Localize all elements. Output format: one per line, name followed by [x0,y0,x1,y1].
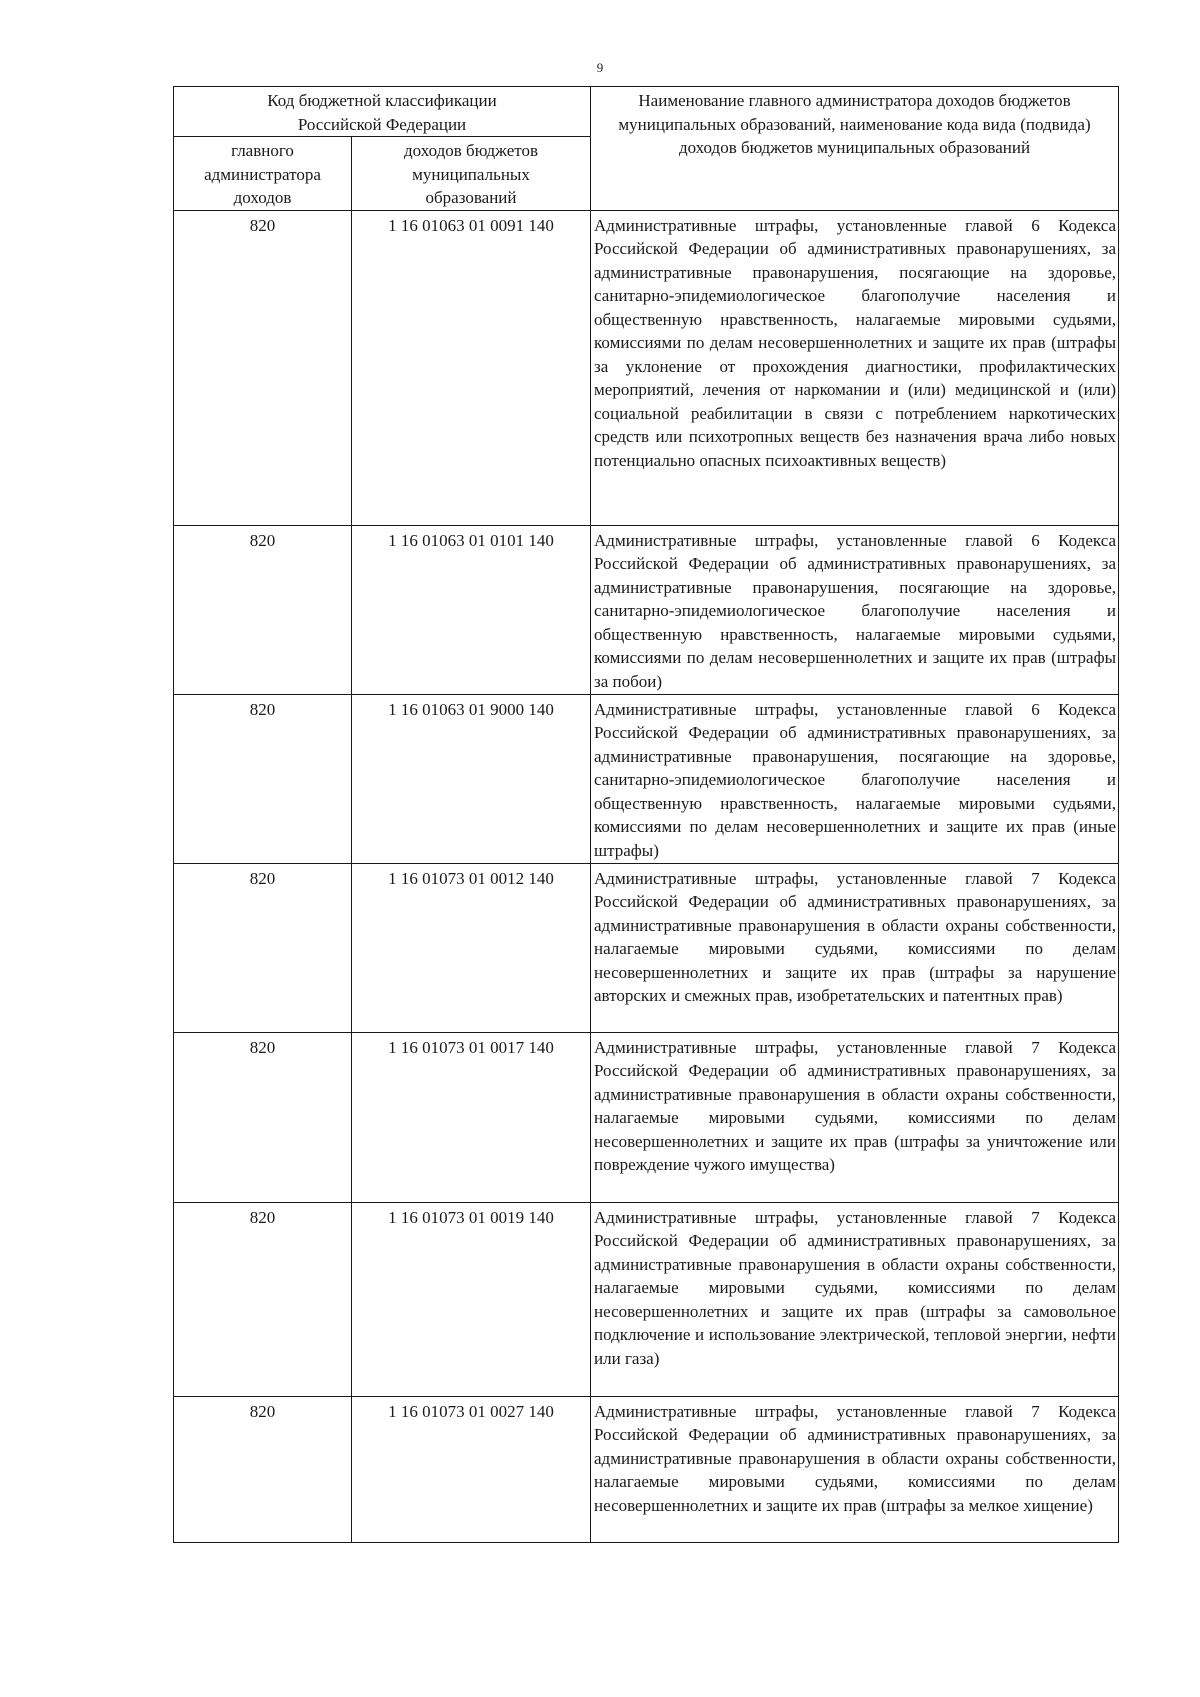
admin-code-cell: 820 [174,525,352,694]
admin-code-cell: 820 [174,694,352,863]
header-name-column: Наименование главного администратора доходов бюджетов муниципальных образований, наименование кода вида (подвида) доходов бюджетов муниципальных образований [591,87,1119,211]
income-name-cell: Административные штрафы, установленные главой 6 Кодекса Российской Федерации об административных правонарушениях, за административные правонарушения, посягающие на здоровье, санитарно-эпидемиологическое благополучие населения и общественную нравственность, налагаемые мировыми судьями, комиссиями по делам несовершеннолетних и защите их прав (штрафы за уклонение от прохождения диагностики, профилактических мероприятий, лечения от наркомании и (или) медицинской и (или) социальной реабилитации в связи с потреблением наркотических средств или психотропных веществ без назначения врача либо новых потенциально опасных психоактивных веществ) [591,210,1119,525]
header-code-column: доходов бюджетов муниципальных образований [352,137,591,211]
income-name-cell: Административные штрафы, установленные главой 7 Кодекса Российской Федерации об административных правонарушениях, за административные правонарушения в области охраны собственности, налагаемые мировыми судьями, комиссиями по делам несовершеннолетних и защите их прав (штрафы за нарушение авторских и смежных прав, изобретательских и патентных прав) [591,863,1119,1032]
income-code-cell: 1 16 01073 01 0017 140 [352,1032,591,1202]
income-name-cell: Административные штрафы, установленные главой 7 Кодекса Российской Федерации об административных правонарушениях, за административные правонарушения в области охраны собственности, налагаемые мировыми судьями, комиссиями по делам несовершеннолетних и защите их прав (штрафы за самовольное подключение и использование электрической, тепловой энергии, нефти или газа) [591,1202,1119,1396]
income-name-cell: Административные штрафы, установленные главой 7 Кодекса Российской Федерации об административных правонарушениях, за административные правонарушения в области охраны собственности, налагаемые мировыми судьями, комиссиями по делам несовершеннолетних и защите их прав (штрафы за мелкое хищение) [591,1396,1119,1542]
table-row [174,525,1119,694]
header-admin-column: главного администратора доходов [174,137,352,211]
income-code-cell: 1 16 01073 01 0027 140 [352,1396,591,1542]
budget-classification-table [173,86,1119,1543]
table-row [174,1202,1119,1396]
income-name-cell: Административные штрафы, установленные главой 6 Кодекса Российской Федерации об административных правонарушениях, за административные правонарушения, посягающие на здоровье, санитарно-эпидемиологическое благополучие населения и общественную нравственность, налагаемые мировыми судьями, комиссиями по делам несовершеннолетних и защите их прав (штрафы за побои) [591,525,1119,694]
income-name-cell: Административные штрафы, установленные главой 7 Кодекса Российской Федерации об административных правонарушениях, за административные правонарушения в области охраны собственности, налагаемые мировыми судьями, комиссиями по делам несовершеннолетних и защите их прав (штрафы за уничтожение или повреждение чужого имущества) [591,1032,1119,1202]
income-code-cell: 1 16 01073 01 0012 140 [352,863,591,1032]
table-row [174,1032,1119,1202]
admin-code-cell: 820 [174,1396,352,1542]
table-row [174,1396,1119,1542]
admin-code-cell: 820 [174,1032,352,1202]
income-name-cell: Административные штрафы, установленные главой 6 Кодекса Российской Федерации об административных правонарушениях, за административные правонарушения, посягающие на здоровье, санитарно-эпидемиологическое благополучие населения и общественную нравственность, налагаемые мировыми судьями, комиссиями по делам несовершеннолетних и защите их прав (иные штрафы) [591,694,1119,863]
income-code-cell: 1 16 01063 01 0101 140 [352,525,591,694]
table-row [174,863,1119,1032]
page-number: 9 [596,60,604,75]
income-code-cell: 1 16 01073 01 0019 140 [352,1202,591,1396]
header-budget-code-group: Код бюджетной классификации Российской Федерации [174,87,591,137]
income-code-cell: 1 16 01063 01 0091 140 [352,210,591,525]
table-row [174,210,1119,525]
table-row [174,694,1119,863]
income-code-cell: 1 16 01063 01 9000 140 [352,694,591,863]
admin-code-cell: 820 [174,1202,352,1396]
admin-code-cell: 820 [174,210,352,525]
admin-code-cell: 820 [174,863,352,1032]
